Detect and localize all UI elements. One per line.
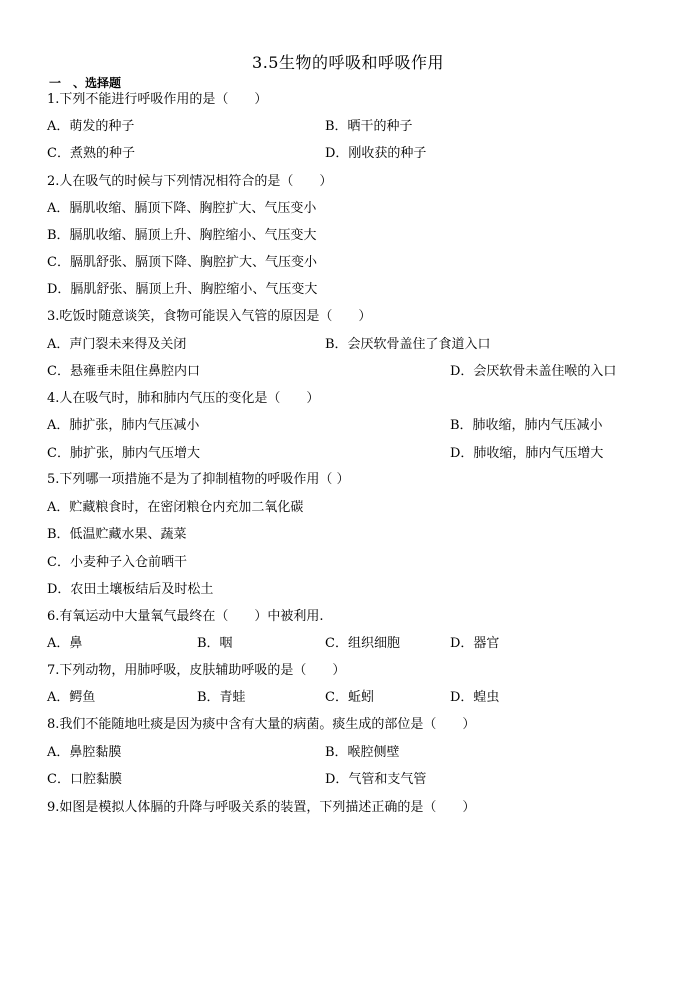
question-8-option-a: A．鼻腔黏膜 — [47, 745, 122, 760]
question-1-option-c: C．煮熟的种子 — [47, 146, 135, 161]
question-6-option-c: C．组织细胞 — [325, 636, 400, 651]
question-7-stem: 7.下列动物，用肺呼吸，皮肤辅助呼吸的是（ ） — [47, 663, 346, 678]
question-7-option-c: C．蚯蚓 — [325, 690, 374, 705]
question-6-option-d: D．器官 — [450, 636, 500, 651]
question-1-option-d: D．刚收获的种子 — [325, 146, 427, 161]
question-3-option-b: B．会厌软骨盖住了食道入口 — [325, 337, 491, 352]
question-3-option-a: A．声门裂未来得及关闭 — [47, 337, 187, 352]
question-3-option-d: D．会厌软骨未盖住喉的入口 — [450, 364, 617, 379]
question-5-stem: 5.下列哪一项措施不是为了抑制植物的呼吸作用（ ） — [47, 472, 350, 487]
question-8-option-d: D．气管和支气管 — [325, 772, 427, 787]
question-5-option-c: C．小麦种子入仓前晒干 — [47, 555, 187, 570]
question-4-option-c: C．肺扩张，肺内气压增大 — [47, 446, 200, 461]
question-5-option-a: A．贮藏粮食时，在密闭粮仓内充加二氧化碳 — [47, 500, 304, 515]
question-2-option-b: B．膈肌收缩、膈顶上升、胸腔缩小、气压变大 — [47, 228, 317, 243]
section-heading: 一 、选择题 — [49, 76, 122, 90]
question-7-option-a: A．鳄鱼 — [47, 690, 96, 705]
question-9-stem: 9.如图是模拟人体膈的升降与呼吸关系的装置，下列描述正确的是（ ） — [47, 800, 476, 815]
question-1-option-a: A．萌发的种子 — [47, 119, 135, 134]
question-2-stem: 2.人在吸气的时候与下列情况相符合的是（ ） — [47, 174, 333, 189]
question-8-stem: 8.我们不能随地吐痰是因为痰中含有大量的病菌。痰生成的部位是（ ） — [47, 717, 476, 732]
question-2-option-d: D．膈肌舒张、膈顶上升、胸腔缩小、气压变大 — [47, 282, 318, 297]
question-7-option-b: B．青蛙 — [197, 690, 246, 705]
question-6-option-a: A．鼻 — [47, 636, 83, 651]
question-6-stem: 6.有氧运动中大量氧气最终在（ ）中被利用. — [47, 609, 324, 624]
question-4-option-d: D．肺收缩，肺内气压增大 — [450, 446, 604, 461]
question-4-option-b: B．肺收缩，肺内气压减小 — [450, 418, 603, 433]
question-2-option-c: C．膈肌舒张、膈顶下降、胸腔扩大、气压变小 — [47, 255, 317, 270]
question-2-option-a: A．膈肌收缩、膈顶下降、胸腔扩大、气压变小 — [47, 201, 317, 216]
question-5-option-d: D．农田土壤板结后及时松土 — [47, 582, 214, 597]
question-3-stem: 3.吃饭时随意谈笑，食物可能误入气管的原因是（ ） — [47, 309, 372, 324]
question-7-option-d: D．蝗虫 — [450, 690, 500, 705]
question-5-option-b: B．低温贮藏水果、蔬菜 — [47, 527, 187, 542]
question-4-option-a: A．肺扩张，肺内气压减小 — [47, 418, 200, 433]
page-title: 3.5生物的呼吸和呼吸作用 — [252, 53, 444, 72]
question-1-stem: 1.下列不能进行呼吸作用的是（ ） — [47, 92, 268, 107]
question-8-option-b: B．喉腔侧壁 — [325, 745, 400, 760]
question-4-stem: 4.人在吸气时，肺和肺内气压的变化是（ ） — [47, 391, 320, 406]
question-8-option-c: C．口腔黏膜 — [47, 772, 122, 787]
question-3-option-c: C．悬雍垂未阻住鼻腔内口 — [47, 364, 200, 379]
question-6-option-b: B．咽 — [197, 636, 233, 651]
question-1-option-b: B．晒干的种子 — [325, 119, 413, 134]
